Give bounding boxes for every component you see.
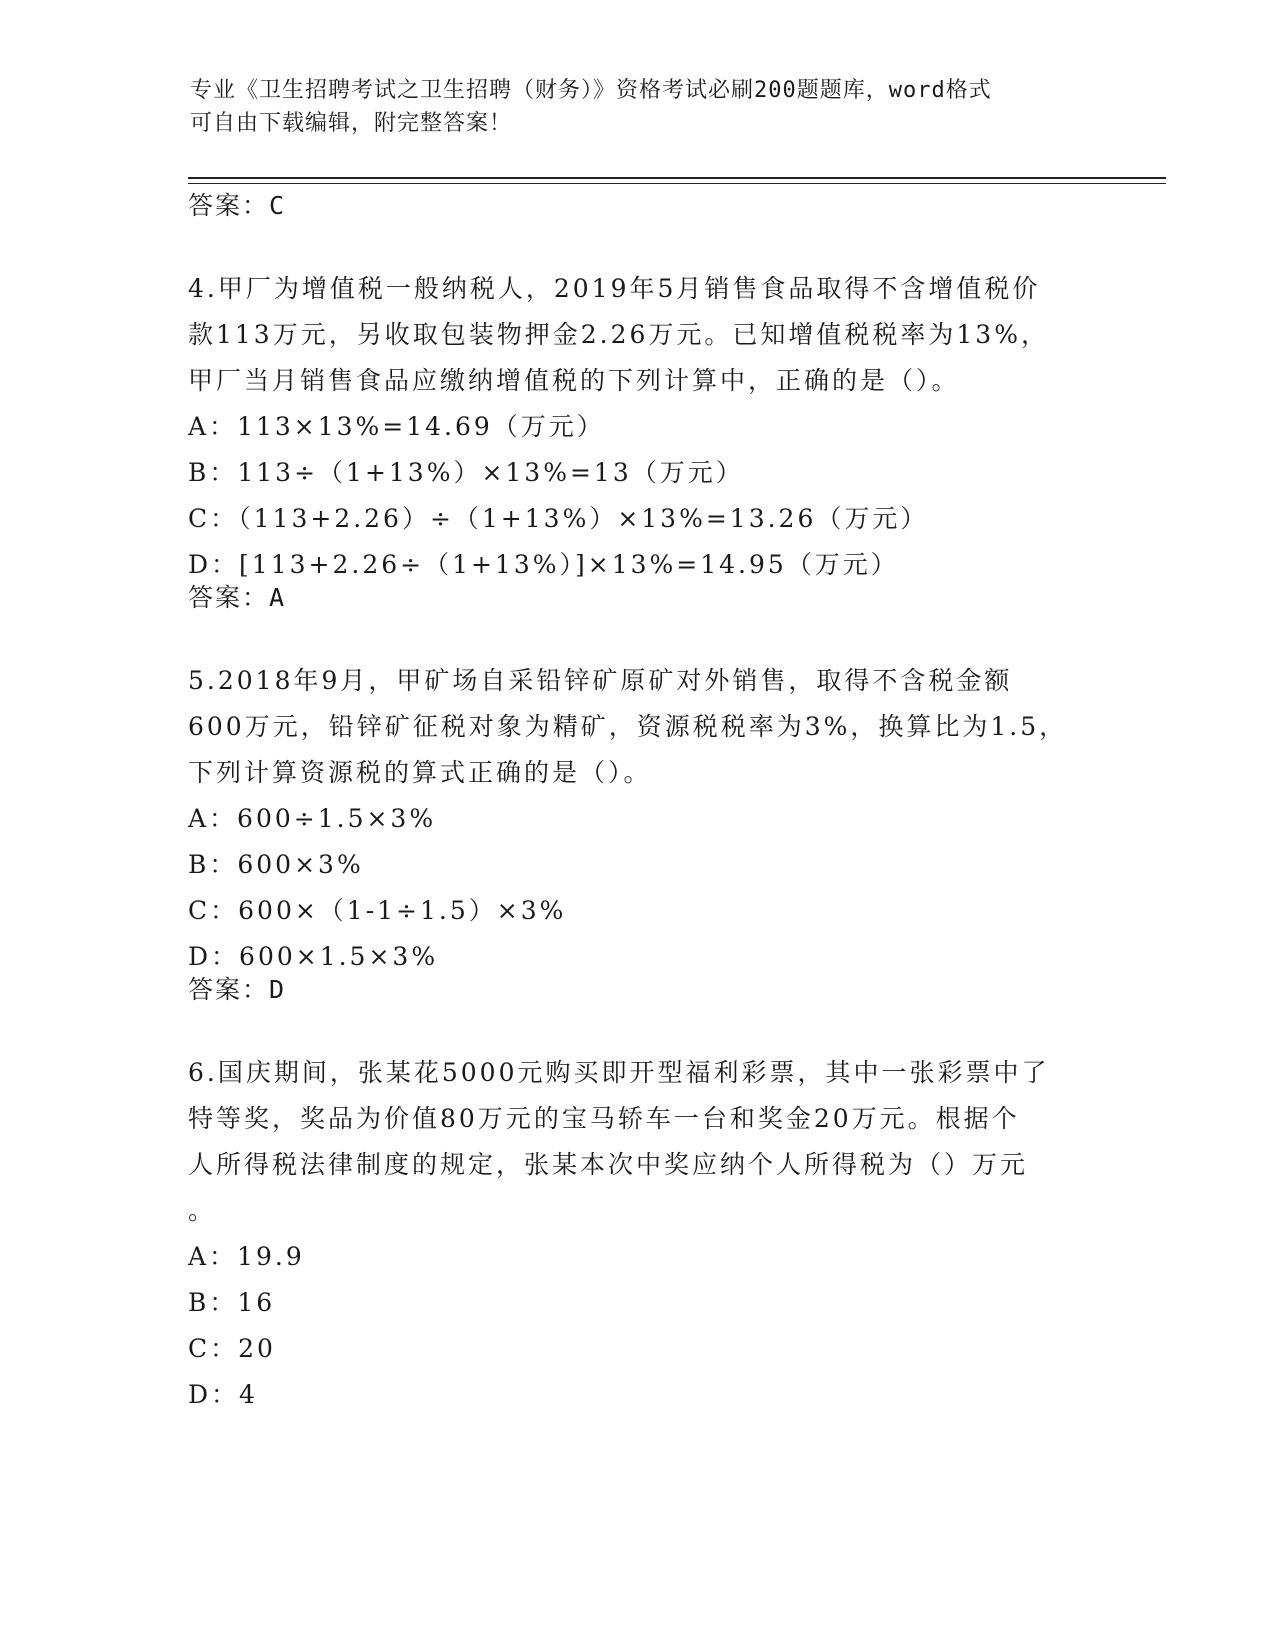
answer-q3: 答案：C (188, 191, 287, 220)
answer-q4: 答案：A (188, 583, 287, 612)
option-d: D：4 (188, 1380, 258, 1409)
question-line: 人所得税法律制度的规定，张某本次中奖应纳个人所得税为（）万元 (188, 1150, 1029, 1179)
option-b: B：113÷（1+13%）×13%=13（万元） (188, 458, 744, 487)
question-line: 款113万元，另收取包装物押金2.26万元。已知增值税税率为13%， (188, 320, 1049, 349)
question-line: 4.甲厂为增值税一般纳税人，2019年5月销售食品取得不含增值税价 (188, 274, 1041, 303)
header-line-1: 专业《卫生招聘考试之卫生招聘（财务）》资格考试必刷200题题库，word格式 (190, 78, 992, 103)
document-header (190, 74, 1070, 140)
option-d: D：600×1.5×3% (188, 942, 439, 971)
question-line: 600万元，铅锌矿征税对象为精矿，资源税税率为3%，换算比为1.5， (188, 712, 1068, 741)
option-b: B：16 (188, 1288, 276, 1317)
option-d: D：[113+2.26÷（1+13%）]×13%=14.95（万元） (188, 550, 899, 579)
question-4 (188, 266, 1088, 588)
option-a: A：600÷1.5×3% (188, 804, 437, 833)
option-a: A：19.9 (188, 1242, 305, 1271)
question-line: 甲厂当月销售食品应缴纳增值税的下列计算中，正确的是（）。 (188, 366, 960, 395)
option-a: A：113×13%=14.69（万元） (188, 412, 605, 441)
question-line: 下列计算资源税的算式正确的是（）。 (188, 758, 652, 787)
question-text (188, 658, 1088, 796)
question-text (188, 266, 1088, 404)
option-c: C：20 (188, 1334, 276, 1363)
question-line: 特等奖，奖品为价值80万元的宝马轿车一台和奖金20万元。根据个 (188, 1104, 1020, 1133)
question-line: 5.2018年9月，甲矿场自采铅锌矿原矿对外销售，取得不含税金额 (188, 666, 1013, 695)
question-6 (188, 1050, 1088, 1418)
option-c: C：（113+2.26）÷（1+13%）×13%=13.26（万元） (188, 504, 929, 533)
question-text (188, 1050, 1088, 1234)
option-b: B：600×3% (188, 850, 364, 879)
header-line-2: 可自由下载编辑，附完整答案！ (190, 111, 513, 136)
question-5 (188, 658, 1088, 980)
question-line: 6.国庆期间，张某花5000元购买即开型福利彩票，其中一张彩票中了 (188, 1058, 1050, 1087)
question-line: 。 (188, 1196, 217, 1225)
option-c: C：600×（1-1÷1.5）×3% (188, 896, 567, 925)
header-divider-thin (188, 183, 1166, 184)
header-divider-thick (188, 177, 1166, 179)
answer-q5: 答案：D (188, 975, 287, 1004)
